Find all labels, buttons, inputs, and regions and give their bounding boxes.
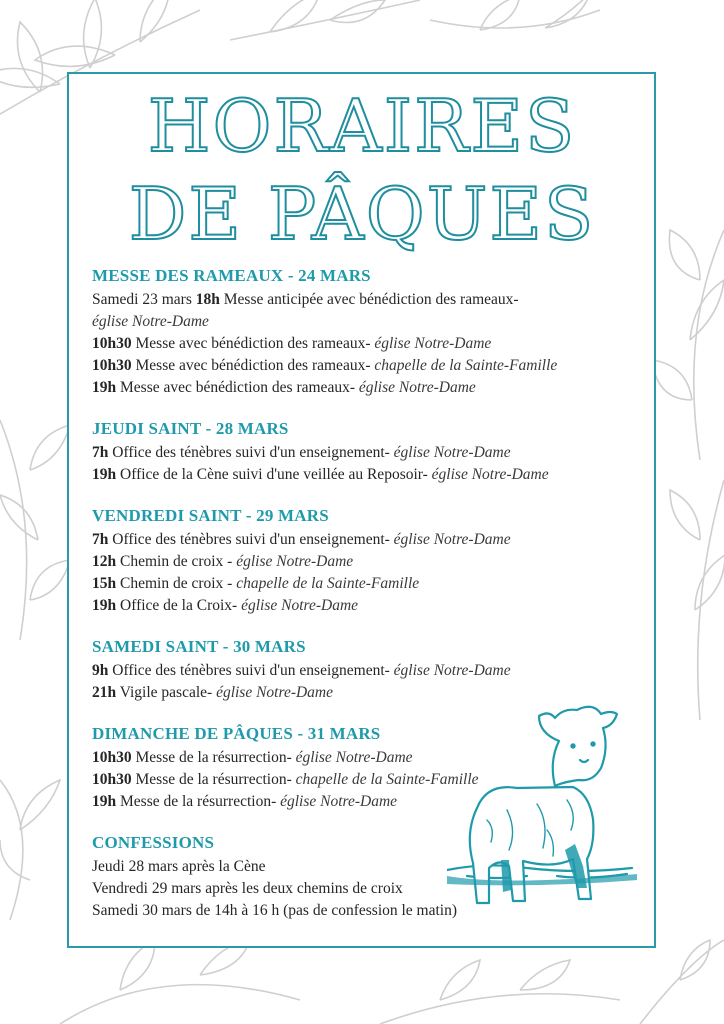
schedule-line bbox=[92, 573, 652, 595]
section-heading: DIMANCHE DE PÂQUES - 31 MARS bbox=[92, 724, 381, 743]
event-time: 19h bbox=[92, 379, 117, 396]
event-time: 19h bbox=[92, 793, 117, 810]
event-description: Messe de la résurrection- bbox=[116, 793, 281, 810]
section-spacer bbox=[92, 617, 652, 637]
event-description: Vigile pascale- bbox=[116, 684, 217, 701]
event-description: Office des ténèbres suivi d'un enseignement- bbox=[108, 444, 394, 461]
event-time: 9h bbox=[92, 662, 109, 679]
event-place: église Notre-Dame bbox=[241, 597, 359, 614]
event-description: Messe avec bénédiction des rameaux- bbox=[131, 335, 375, 352]
event-place: chapelle de la Sainte-Famille bbox=[295, 771, 479, 788]
event-place: chapelle de la Sainte-Famille bbox=[374, 357, 558, 374]
section-heading: CONFESSIONS bbox=[92, 833, 215, 852]
schedule-line bbox=[92, 377, 652, 399]
schedule-line bbox=[92, 289, 522, 333]
schedule-line bbox=[92, 333, 652, 355]
confession-line: Samedi 30 mars de 14h à 16 h (pas de confession le matin) bbox=[92, 902, 458, 919]
event-time: 12h bbox=[92, 553, 117, 570]
event-time: 7h bbox=[92, 531, 109, 548]
schedule-line bbox=[92, 660, 652, 682]
event-description: Office de la Croix- bbox=[116, 597, 242, 614]
lamb-illustration bbox=[447, 700, 637, 910]
event-description: Messe avec bénédiction des rameaux- bbox=[116, 379, 359, 396]
schedule-section bbox=[92, 419, 652, 486]
event-place: église Notre-Dame bbox=[280, 793, 398, 810]
event-time: 10h30 bbox=[92, 749, 132, 766]
event-time: 19h bbox=[92, 597, 117, 614]
event-description: Office de la Cène suivi d'une veillée au Reposoir- bbox=[116, 466, 432, 483]
event-time: 15h bbox=[92, 575, 117, 592]
event-place: église Notre-Dame bbox=[431, 466, 549, 483]
event-time: 18h bbox=[195, 291, 220, 308]
schedule-line bbox=[92, 464, 652, 486]
event-place: église Notre-Dame bbox=[92, 313, 209, 330]
confession-line: Vendredi 29 mars après les deux chemins de croix bbox=[92, 880, 403, 897]
event-time: 10h30 bbox=[92, 771, 132, 788]
schedule-line bbox=[92, 551, 652, 573]
schedule-line bbox=[92, 442, 652, 464]
schedule-section bbox=[92, 637, 652, 704]
event-place: église Notre-Dame bbox=[393, 531, 511, 548]
schedule-section bbox=[92, 506, 652, 617]
event-place: chapelle de la Sainte-Famille bbox=[236, 575, 420, 592]
event-description: Messe anticipée avec bénédiction des rameaux- bbox=[219, 291, 519, 308]
event-time: 21h bbox=[92, 684, 117, 701]
event-description: Office des ténèbres suivi d'un enseignement- bbox=[108, 531, 394, 548]
event-description: Chemin de croix - bbox=[116, 553, 237, 570]
section-spacer bbox=[92, 486, 652, 506]
line-prefix: Samedi 23 mars bbox=[92, 291, 196, 308]
event-description: Chemin de croix - bbox=[116, 575, 237, 592]
event-description: Messe avec bénédiction des rameaux- bbox=[131, 357, 375, 374]
event-place: église Notre-Dame bbox=[374, 335, 492, 352]
page-title-line2: DE PÂQUES bbox=[128, 172, 596, 256]
event-place: église Notre-Dame bbox=[358, 379, 476, 396]
section-spacer bbox=[92, 399, 652, 419]
event-place: église Notre-Dame bbox=[236, 553, 354, 570]
section-heading: JEUDI SAINT - 28 MARS bbox=[92, 419, 289, 438]
event-place: église Notre-Dame bbox=[295, 749, 413, 766]
schedule-line bbox=[92, 355, 652, 377]
page-title-line1: HORAIRES bbox=[147, 84, 577, 168]
schedule-section bbox=[92, 266, 652, 399]
confession-line: Jeudi 28 mars après la Cène bbox=[92, 858, 266, 875]
event-time: 7h bbox=[92, 444, 109, 461]
section-heading: MESSE DES RAMEAUX - 24 MARS bbox=[92, 266, 371, 285]
event-place: église Notre-Dame bbox=[216, 684, 334, 701]
section-heading: SAMEDI SAINT - 30 MARS bbox=[92, 637, 306, 656]
event-description: Messe de la résurrection- bbox=[131, 749, 296, 766]
section-heading: VENDREDI SAINT - 29 MARS bbox=[92, 506, 329, 525]
event-place: église Notre-Dame bbox=[393, 662, 511, 679]
event-time: 10h30 bbox=[92, 357, 132, 374]
schedule-line bbox=[92, 595, 652, 617]
event-place: église Notre-Dame bbox=[393, 444, 511, 461]
event-description: Messe de la résurrection- bbox=[131, 771, 296, 788]
schedule-line bbox=[92, 529, 652, 551]
event-description: Office des ténèbres suivi d'un enseignement- bbox=[108, 662, 394, 679]
event-time: 19h bbox=[92, 466, 117, 483]
event-time: 10h30 bbox=[92, 335, 132, 352]
